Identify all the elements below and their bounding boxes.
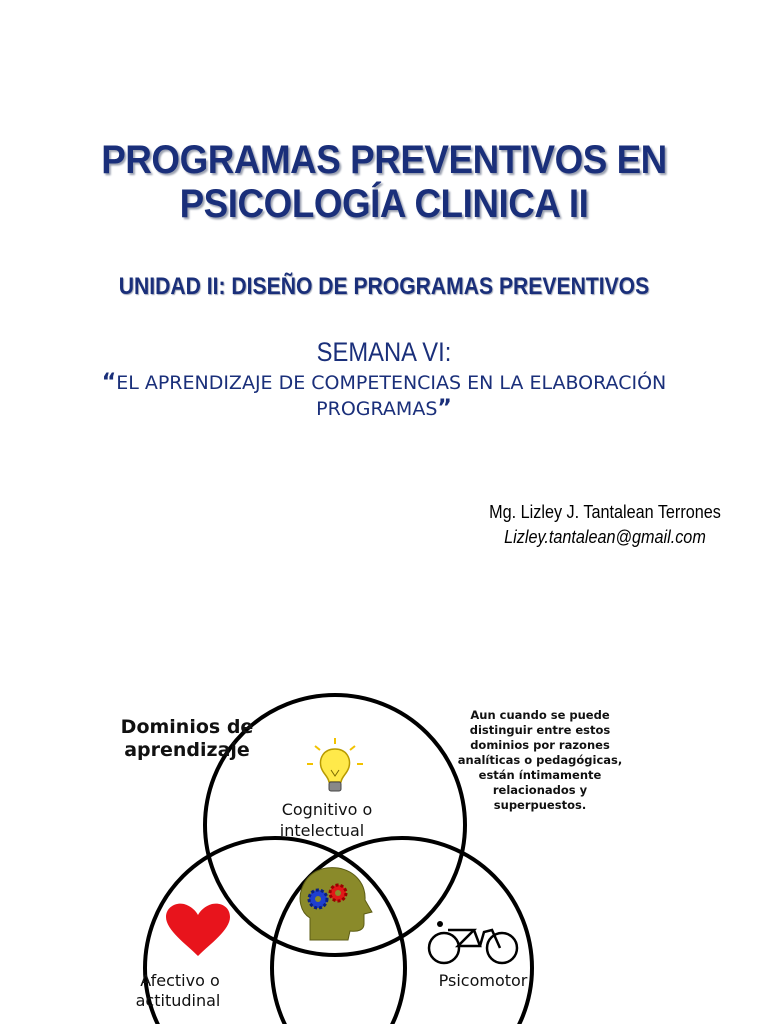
note-line: relacionados y bbox=[492, 783, 588, 797]
head-gears-icon bbox=[300, 868, 372, 940]
note-line: Aun cuando se puede bbox=[470, 708, 610, 722]
title-line-1: PROGRAMAS PREVENTIVOS EN bbox=[101, 138, 667, 182]
presentation-title bbox=[31, 138, 738, 226]
diagram-note bbox=[458, 708, 622, 812]
note-line: dominios por razones bbox=[470, 738, 610, 752]
cyclist-icon bbox=[429, 921, 517, 963]
note-line: analíticas o pedagógicas, bbox=[457, 753, 623, 767]
note-line: superpuestos. bbox=[493, 798, 587, 812]
topic-subtitle bbox=[80, 370, 688, 422]
topic-text: EL APRENDIZAJE DE COMPETENCIAS EN LA ELABORACIÓN PROGRAMAS bbox=[116, 372, 667, 420]
author-name: Mg. Lizley J. Tantalean Terrones bbox=[489, 502, 721, 522]
affective-label-line-1: Afectivo o bbox=[140, 971, 220, 990]
affective-label-line-2: actitudinal bbox=[135, 991, 221, 1010]
lightbulb-icon bbox=[307, 738, 363, 791]
note-line: distinguir entre estos bbox=[469, 723, 611, 737]
author-block bbox=[457, 500, 754, 550]
note-line: están íntimamente bbox=[478, 768, 602, 782]
cognitive-label-line-1: Cognitivo o bbox=[281, 800, 373, 819]
cognitive-label-line-2: intelectual bbox=[279, 821, 365, 840]
heart-icon bbox=[166, 904, 230, 956]
title-line-2: PSICOLOGÍA CLINICA II bbox=[179, 182, 589, 226]
open-quote: “ bbox=[101, 370, 117, 395]
author-email: Lizley.tantalean@gmail.com bbox=[504, 527, 706, 547]
week-heading: SEMANA VI: bbox=[316, 337, 452, 367]
close-quote: ” bbox=[437, 396, 452, 421]
learning-domains-diagram bbox=[0, 690, 768, 1024]
unit-heading: UNIDAD II: DISEÑO DE PROGRAMAS PREVENTIVOS bbox=[118, 273, 650, 300]
diagram-heading-line-2: aprendizaje bbox=[124, 739, 250, 761]
diagram-heading-line-1: Dominios de bbox=[120, 716, 254, 738]
psychomotor-label: Psicomotor bbox=[438, 971, 528, 990]
